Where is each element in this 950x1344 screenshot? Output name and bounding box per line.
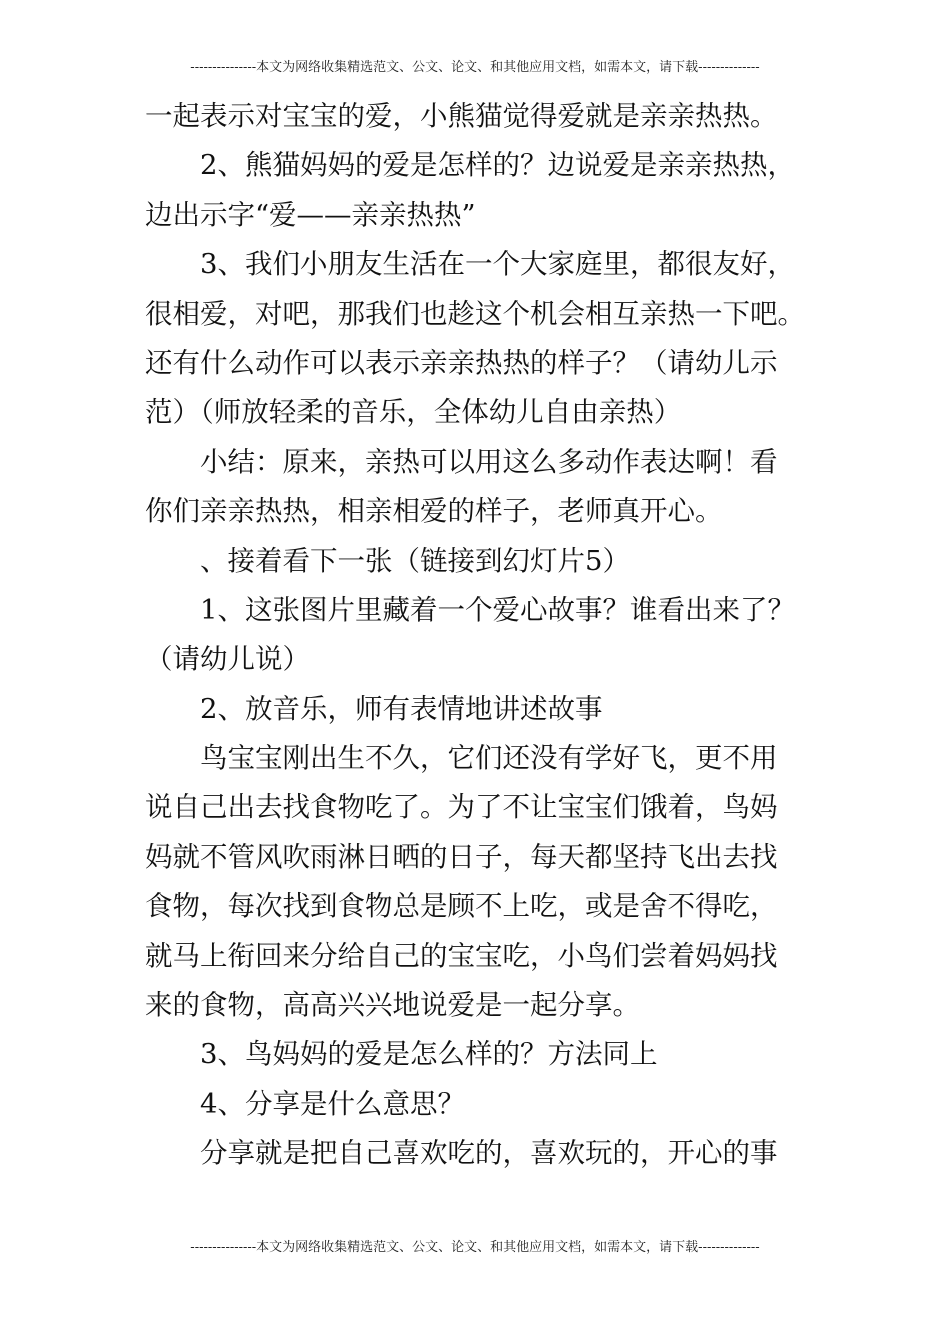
text-line: 说自己出去找食物吃了。为了不让宝宝们饿着，鸟妈 xyxy=(145,791,778,824)
text-line: 4、分享是什么意思？ xyxy=(200,1087,465,1120)
text-line: 2、熊猫妈妈的爱是怎样的？边说爱是亲亲热热， xyxy=(200,149,795,182)
text-line: 鸟宝宝刚出生不久，它们还没有学好飞，更不用 xyxy=(200,742,778,775)
text-line: 2、放音乐，师有表情地讲述故事 xyxy=(200,692,603,725)
text-line: 一起表示对宝宝的爱，小熊猫觉得爱就是亲亲热热。 xyxy=(145,100,778,132)
text-line: 还有什么动作可以表示亲亲热热的样子？（请幼儿示 xyxy=(145,346,778,379)
text-line: 来的食物，高高兴兴地说爱是一起分享。 xyxy=(145,989,640,1022)
text-line: 边出示字“爱——亲亲热热” xyxy=(145,198,476,231)
text-line: 食物，每次找到食物总是顾不上吃，或是舍不得吃， xyxy=(145,890,778,923)
text-line: 很相爱，对吧，那我们也趁这个机会相互亲热一下吧。 xyxy=(145,297,805,330)
text-line: 就马上衔回来分给自己的宝宝吃，小鸟们尝着妈妈找 xyxy=(145,939,778,972)
text-line: 小结：原来，亲热可以用这么多动作表达啊！看 xyxy=(200,445,778,478)
document-body xyxy=(145,92,810,1179)
footer-banner: ---------------本文为网络收集精选范文、公文、论文、和其他应用文档，如需本文，请下载-------------- xyxy=(190,1240,760,1255)
text-line: 分享就是把自己喜欢吃的，喜欢玩的，开心的事 xyxy=(200,1137,778,1170)
text-line: 妈就不管风吹雨淋日晒的日子，每天都坚持飞出去找 xyxy=(145,840,778,873)
header-banner: ---------------本文为网络收集精选范文、公文、论文、和其他应用文档，如需本文，请下载-------------- xyxy=(190,60,760,75)
text-line: 1、这张图片里藏着一个爱心故事？谁看出来了？ xyxy=(200,593,795,626)
text-line: 3、鸟妈妈的爱是怎么样的？方法同上 xyxy=(200,1038,658,1071)
text-line: 3、我们小朋友生活在一个大家庭里，都很友好， xyxy=(200,248,795,281)
text-line: 、接着看下一张（链接到幻灯片5） xyxy=(200,544,630,577)
text-line: 你们亲亲热热，相亲相爱的样子，老师真开心。 xyxy=(145,495,723,528)
text-line: 范）（师放轻柔的音乐，全体幼儿自由亲热） xyxy=(145,396,682,429)
text-line: （请幼儿说） xyxy=(145,643,310,676)
